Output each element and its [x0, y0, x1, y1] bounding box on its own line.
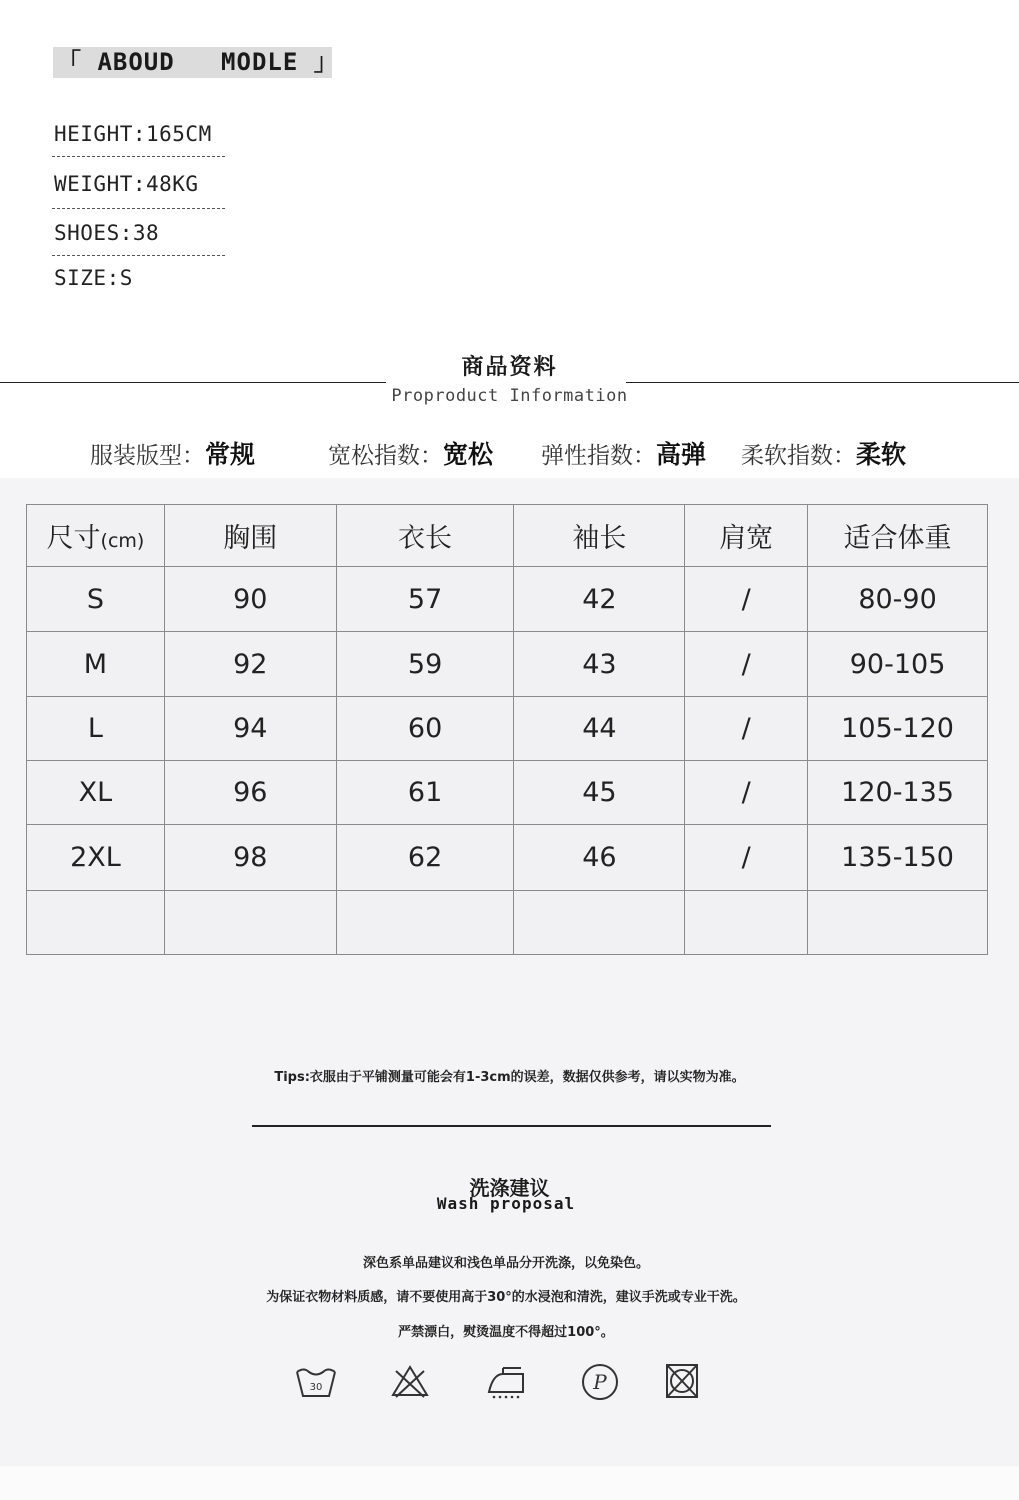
attribute-softness: 柔软指数：柔软	[741, 440, 907, 469]
model-height: HEIGHT:165CM	[54, 122, 212, 146]
size-table	[26, 504, 988, 955]
cell-length: 61	[336, 761, 514, 825]
header-size: 尺寸(cm)	[27, 505, 165, 567]
divider	[52, 208, 225, 209]
no-tumble-dry-icon	[664, 1362, 700, 1400]
model-size: SIZE:S	[54, 266, 133, 290]
table-row	[27, 761, 988, 825]
cell-weight: 80-90	[808, 567, 988, 632]
header-weight: 适合体重	[808, 505, 988, 567]
cell-sleeve: 43	[514, 632, 685, 697]
cell-shoulder: /	[685, 697, 808, 761]
divider	[52, 255, 225, 256]
attribute-looseness: 宽松指数：宽松	[328, 440, 494, 469]
wash-subtitle: Wash proposal	[436, 1194, 576, 1213]
model-shoes: SHOES:38	[54, 221, 160, 245]
cell-size	[27, 891, 165, 955]
wash-temp-label: 30	[309, 1382, 323, 1393]
header-rule-left	[0, 382, 386, 383]
table-row	[27, 632, 988, 697]
cell-weight: 90-105	[808, 632, 988, 697]
wash-line-2: 为保证衣物材料质感，请不要使用高于30°的水浸泡和清洗，建议手洗或专业干洗。	[266, 1290, 746, 1305]
model-weight: WEIGHT:48KG	[54, 172, 199, 196]
cell-chest	[164, 891, 336, 955]
cell-chest: 90	[164, 567, 336, 632]
model-title: 「 ABOUD MODLE 」	[53, 47, 332, 78]
cell-sleeve: 42	[514, 567, 685, 632]
tips-rule	[252, 1125, 771, 1127]
dry-clean-p-icon	[580, 1362, 620, 1402]
measurement-tips: Tips:衣服由于平铺测量可能会有1-3cm的误差，数据仅供参考，请以实物为准。	[274, 1070, 745, 1085]
cell-shoulder: /	[685, 567, 808, 632]
divider	[52, 156, 225, 157]
cell-size: 2XL	[27, 825, 165, 891]
iron-icon	[485, 1362, 527, 1400]
table-row	[27, 697, 988, 761]
cell-weight: 105-120	[808, 697, 988, 761]
cell-size: M	[27, 632, 165, 697]
header-length: 衣长	[336, 505, 514, 567]
table-row	[27, 567, 988, 632]
cell-sleeve: 44	[514, 697, 685, 761]
attribute-fit: 服装版型：常规	[90, 440, 256, 469]
cell-weight: 120-135	[808, 761, 988, 825]
cell-length: 60	[336, 697, 514, 761]
wash-line-1: 深色系单品建议和浅色单品分开洗涤，以免染色。	[362, 1256, 649, 1271]
bottom-strip	[0, 1466, 1019, 1500]
cell-weight	[808, 891, 988, 955]
wash-title: 洗涤建议	[469, 1176, 550, 1200]
cell-shoulder: /	[685, 632, 808, 697]
product-info-title: 商品资料	[461, 355, 558, 380]
header-chest: 胸围	[164, 505, 336, 567]
table-row	[27, 825, 988, 891]
cell-length	[336, 891, 514, 955]
cell-chest: 92	[164, 632, 336, 697]
cell-chest: 98	[164, 825, 336, 891]
dry-clean-letter: P	[593, 1370, 607, 1394]
cell-chest: 96	[164, 761, 336, 825]
cell-sleeve: 46	[514, 825, 685, 891]
no-bleach-icon	[390, 1362, 430, 1400]
cell-size: L	[27, 697, 165, 761]
header-rule-right	[626, 382, 1019, 383]
wash-30-icon	[294, 1362, 338, 1400]
cell-length: 62	[336, 825, 514, 891]
cell-shoulder	[685, 891, 808, 955]
cell-size: XL	[27, 761, 165, 825]
wash-line-3: 严禁漂白，熨烫温度不得超过100°。	[398, 1325, 614, 1340]
attribute-elasticity: 弹性指数：高弹	[541, 440, 707, 469]
cell-length: 59	[336, 632, 514, 697]
cell-length: 57	[336, 567, 514, 632]
cell-size: S	[27, 567, 165, 632]
cell-weight: 135-150	[808, 825, 988, 891]
header-shoulder: 肩宽	[685, 505, 808, 567]
table-header-row	[27, 505, 988, 567]
cell-sleeve	[514, 891, 685, 955]
cell-shoulder: /	[685, 825, 808, 891]
cell-shoulder: /	[685, 761, 808, 825]
cell-sleeve: 45	[514, 761, 685, 825]
product-info-subtitle: Proproduct Information	[391, 386, 628, 406]
header-sleeve: 袖长	[514, 505, 685, 567]
cell-chest: 94	[164, 697, 336, 761]
table-row-empty	[27, 891, 988, 955]
